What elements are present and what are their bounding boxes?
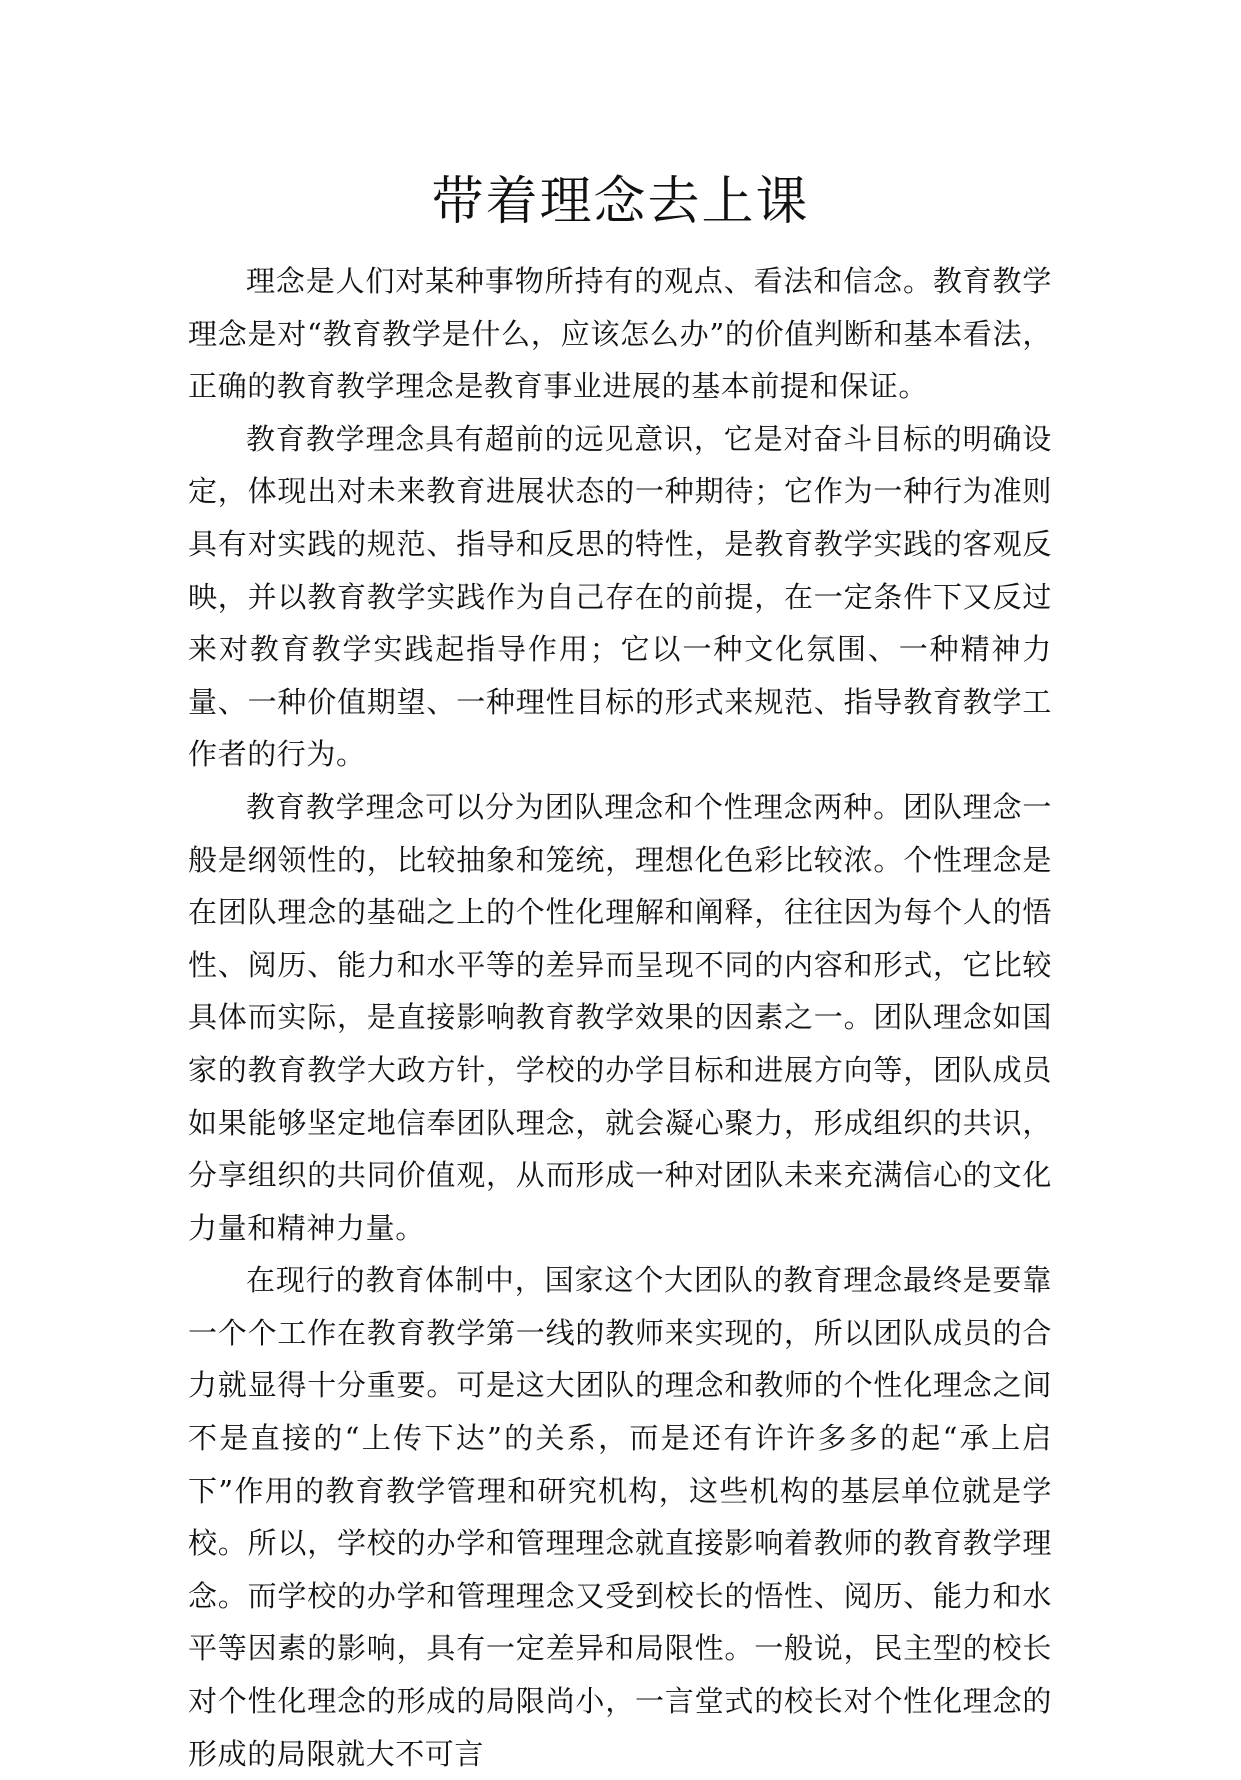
paragraph-1: 理念是人们对某种事物所持有的观点、看法和信念。教育教学理念是对“教育教学是什么，应该怎么办”的价值判断和基本看法，正确的教育教学理念是教育事业进展的基本前提和保证。 [188,264,1052,404]
document-body [188,255,1052,1780]
paragraph-2: 教育教学理念具有超前的远见意识，它是对奋斗目标的明确设定，体现出对未来教育进展状态的一种期待；它作为一种行为准则具有对实践的规范、指导和反思的特性，是教育教学实践的客观反映，并以教育教学实践作为自己存在的前提，在一定条件下又反过来对教育教学实践起指导作用；它以一种文化氛围、一种精神力量、一种价值期望、一种理性目标的形式来规范、指导教育教学工作者的行为。 [188,421,1052,772]
paragraph-3: 教育教学理念可以分为团队理念和个性理念两种。团队理念一般是纲领性的，比较抽象和笼统，理想化色彩比较浓。个性理念是在团队理念的基础之上的个性化理解和阐释，往往因为每个人的悟性、阅历、能力和水平等的差异而呈现不同的内容和形式，它比较具体而实际，是直接影响教育教学效果的因素之一。团队理念如国家的教育教学大政方针，学校的办学目标和进展方向等，团队成员如果能够坚定地信奉团队理念，就会凝心聚力，形成组织的共识，分享组织的共同价值观，从而形成一种对团队未来充满信心的文化力量和精神力量。 [188,789,1052,1245]
document-title: 带着理念去上课 [431,172,810,232]
paragraph-4: 在现行的教育体制中，国家这个大团队的教育理念最终是要靠一个个工作在教育教学第一线的教师来实现的，所以团队成员的合力就显得十分重要。可是这大团队的理念和教师的个性化理念之间不是直接的“上传下达”的关系，而是还有许许多多的起“承上启下”作用的教育教学管理和研究机构，这些机构的基层单位就是学校。所以，学校的办学和管理理念就直接影响着教师的教育教学理念。而学校的办学和管理理念又受到校长的悟性、阅历、能力和水平等因素的影响，具有一定差异和局限性。一般说，民主型的校长对个性化理念的形成的局限尚小，一言堂式的校长对个性化理念的形成的局限就大不可言 [188,1263,1052,1771]
